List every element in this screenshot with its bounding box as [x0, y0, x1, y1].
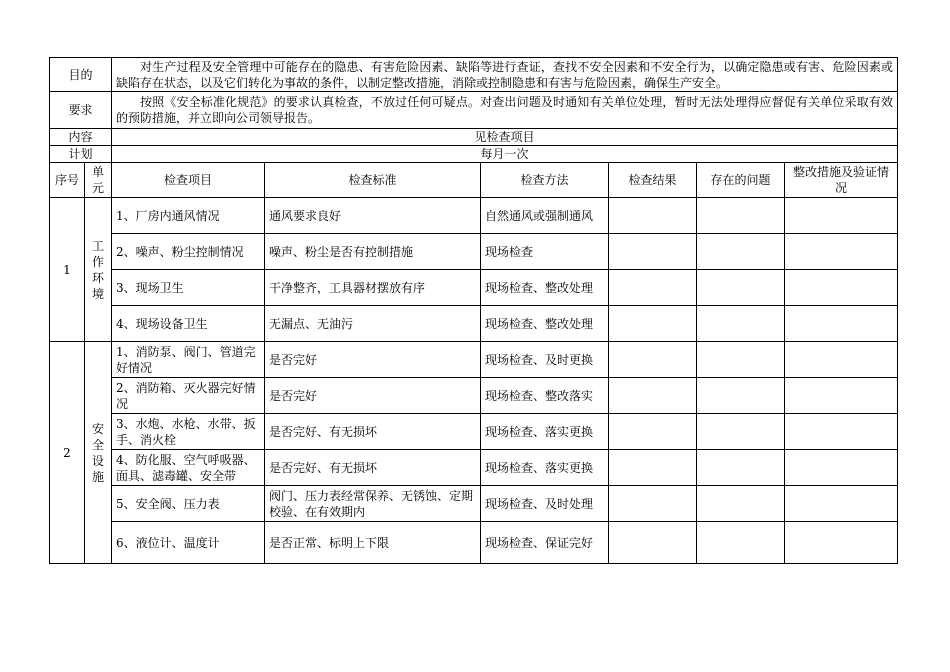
header-standard: 检查标准 [265, 163, 481, 198]
check-method: 现场检查 [481, 234, 609, 270]
inspection-table [49, 57, 898, 564]
table-row [50, 342, 898, 378]
requirement-row [50, 92, 898, 129]
header-measure: 整改措施及验证情况 [785, 163, 898, 198]
measure-cell [785, 342, 898, 378]
check-method: 现场检查、保证完好 [481, 522, 609, 564]
plan-row [50, 146, 898, 163]
requirement-text: 按照《安全标准化规范》的要求认真检查，不放过任何可疑点。对查出问题及时通知有关单位处理，暂时无法处理得应督促有关单位采取有效的预防措施，并立即向公司领导报告。 [112, 92, 898, 129]
purpose-label: 目的 [50, 58, 112, 92]
plan-label: 计划 [50, 146, 112, 163]
check-standard: 是否完好、有无损坏 [265, 450, 481, 486]
check-item: 1、厂房内通风情况 [112, 198, 265, 234]
group-unit: 安 全 设 施 [85, 342, 112, 564]
group-seq: 2 [50, 342, 85, 564]
check-method: 自然通风或强制通风 [481, 198, 609, 234]
header-problem: 存在的问题 [697, 163, 785, 198]
measure-cell [785, 522, 898, 564]
header-unit: 单元 [85, 163, 112, 198]
table-row [50, 306, 898, 342]
result-cell [609, 198, 697, 234]
header-seq: 序号 [50, 163, 85, 198]
check-method: 现场检查、及时处理 [481, 486, 609, 522]
measure-cell [785, 198, 898, 234]
check-standard: 是否完好、有无损坏 [265, 414, 481, 450]
problem-cell [697, 342, 785, 378]
table-row [50, 486, 898, 522]
check-standard: 干净整齐，工具器材摆放有序 [265, 270, 481, 306]
problem-cell [697, 486, 785, 522]
check-method: 现场检查、落实更换 [481, 450, 609, 486]
check-item: 3、水炮、水枪、水带、扳手、消火栓 [112, 414, 265, 450]
check-item: 6、液位计、温度计 [112, 522, 265, 564]
problem-cell [697, 522, 785, 564]
check-standard: 通风要求良好 [265, 198, 481, 234]
check-item: 2、消防箱、灭火器完好情况 [112, 378, 265, 414]
check-standard: 无漏点、无油污 [265, 306, 481, 342]
result-cell [609, 306, 697, 342]
check-item: 2、噪声、粉尘控制情况 [112, 234, 265, 270]
result-cell [609, 486, 697, 522]
result-cell [609, 378, 697, 414]
measure-cell [785, 270, 898, 306]
problem-cell [697, 450, 785, 486]
check-method: 现场检查、整改处理 [481, 270, 609, 306]
result-cell [609, 414, 697, 450]
header-row [50, 163, 898, 198]
header-method: 检查方法 [481, 163, 609, 198]
result-cell [609, 342, 697, 378]
measure-cell [785, 378, 898, 414]
problem-cell [697, 198, 785, 234]
content-label: 内容 [50, 129, 112, 146]
problem-cell [697, 234, 785, 270]
result-cell [609, 522, 697, 564]
result-cell [609, 270, 697, 306]
table-row [50, 414, 898, 450]
problem-cell [697, 306, 785, 342]
check-standard: 噪声、粉尘是否有控制措施 [265, 234, 481, 270]
table-row [50, 378, 898, 414]
problem-cell [697, 414, 785, 450]
check-item: 1、消防泵、阀门、管道完好情况 [112, 342, 265, 378]
purpose-row [50, 58, 898, 92]
table-row [50, 522, 898, 564]
requirement-label: 要求 [50, 92, 112, 129]
group-seq: 1 [50, 198, 85, 342]
table-row [50, 270, 898, 306]
table-row [50, 234, 898, 270]
check-standard: 是否完好 [265, 378, 481, 414]
result-cell [609, 234, 697, 270]
plan-value: 每月一次 [112, 146, 898, 163]
content-value: 见检查项目 [112, 129, 898, 146]
table-row [50, 198, 898, 234]
check-method: 现场检查、整改处理 [481, 306, 609, 342]
problem-cell [697, 378, 785, 414]
header-item: 检查项目 [112, 163, 265, 198]
content-row [50, 129, 898, 146]
measure-cell [785, 450, 898, 486]
measure-cell [785, 306, 898, 342]
check-standard: 是否完好 [265, 342, 481, 378]
check-item: 4、现场设备卫生 [112, 306, 265, 342]
check-standard: 是否正常、标明上下限 [265, 522, 481, 564]
check-method: 现场检查、整改落实 [481, 378, 609, 414]
header-result: 检查结果 [609, 163, 697, 198]
check-method: 现场检查、落实更换 [481, 414, 609, 450]
check-standard: 阀门、压力表经常保养、无锈蚀、定期校验、在有效期内 [265, 486, 481, 522]
measure-cell [785, 486, 898, 522]
measure-cell [785, 234, 898, 270]
table-row [50, 450, 898, 486]
result-cell [609, 450, 697, 486]
purpose-text: 对生产过程及安全管理中可能存在的隐患、有害危险因素、缺陷等进行查证，查找不安全因素和不安全行为，以确定隐患或有害、危险因素或缺陷存在状态，以及它们转化为事故的条件，以制定整改措施，消除或控制隐患和有害与危险因素，确保生产安全。 [112, 58, 898, 92]
check-item: 5、安全阀、压力表 [112, 486, 265, 522]
group-unit: 工 作 环 境 [85, 198, 112, 342]
check-method: 现场检查、及时更换 [481, 342, 609, 378]
problem-cell [697, 270, 785, 306]
check-item: 4、防化服、空气呼吸器、面具、滤毒罐、安全带 [112, 450, 265, 486]
check-item: 3、现场卫生 [112, 270, 265, 306]
measure-cell [785, 414, 898, 450]
